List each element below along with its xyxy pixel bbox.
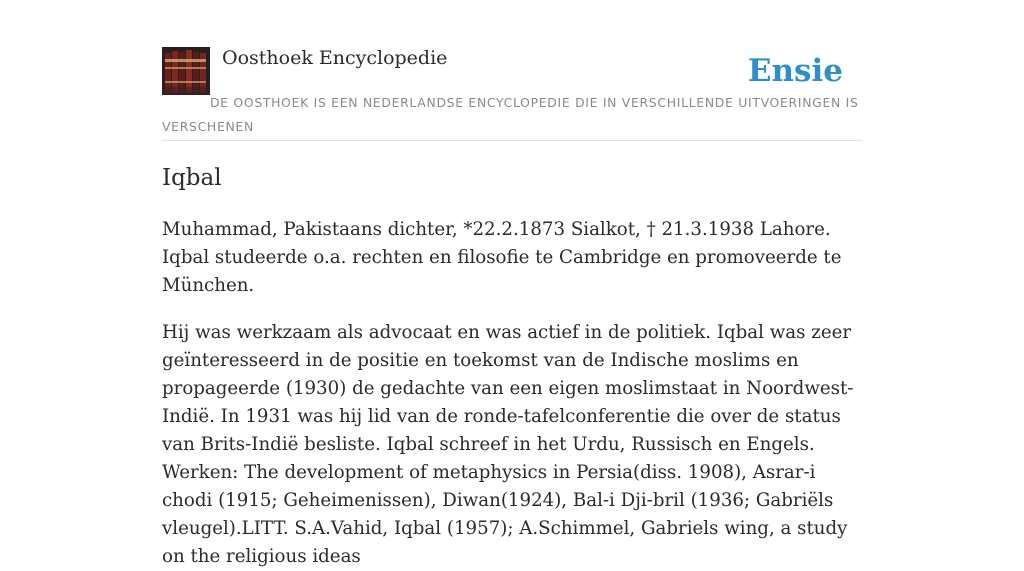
site-title[interactable]: Oosthoek Encyclopedie (222, 47, 448, 69)
brand-logo-link[interactable]: Ensie (747, 53, 843, 89)
avatar[interactable] (162, 47, 210, 95)
article-paragraph-2: Hij was werkzaam als advocaat en was actief in de politiek. Iqbal was zeer geïnteresseerd in de positie en toekomst van de Indische moslims en propageerde (1930) de gedachte van een eigen moslimstaat in Noordwest-Indië. In 1931 was hij lid van de ronde-tafelconferentie die over de status van Brits-Indië besliste. Iqbal schreef in het Urdu, Russisch en Engels. Werken: The development of metaphysics in Persia(diss. 1908), Asrar-i chodi (1915; Geheimenissen), Diwan(1924), Bal-i Dji-bril (1936; Gabriëls vleugel).LITT. S.A.Vahid, Iqbal (1957); A.Schimmel, Gabriels wing, a study on the religious ideas (162, 322, 854, 567)
site-description: DE OOSTHOEK IS EEN NEDERLANDSE ENCYCLOPEDIE DIE IN VERSCHILLENDE UITVOERINGEN IS VERSCHENEN (162, 95, 859, 134)
article (162, 160, 867, 571)
article-paragraph-1: Muhammad, Pakistaans dichter, *22.2.1873 Sialkot, † 21.3.1938 Lahore. Iqbal studeerde o.a. rechten en filosofie te Cambridge en promoveerde te München. (162, 219, 842, 296)
site-header (162, 46, 862, 141)
article-title: Iqbal (162, 165, 222, 191)
book-spines-icon (162, 47, 210, 95)
